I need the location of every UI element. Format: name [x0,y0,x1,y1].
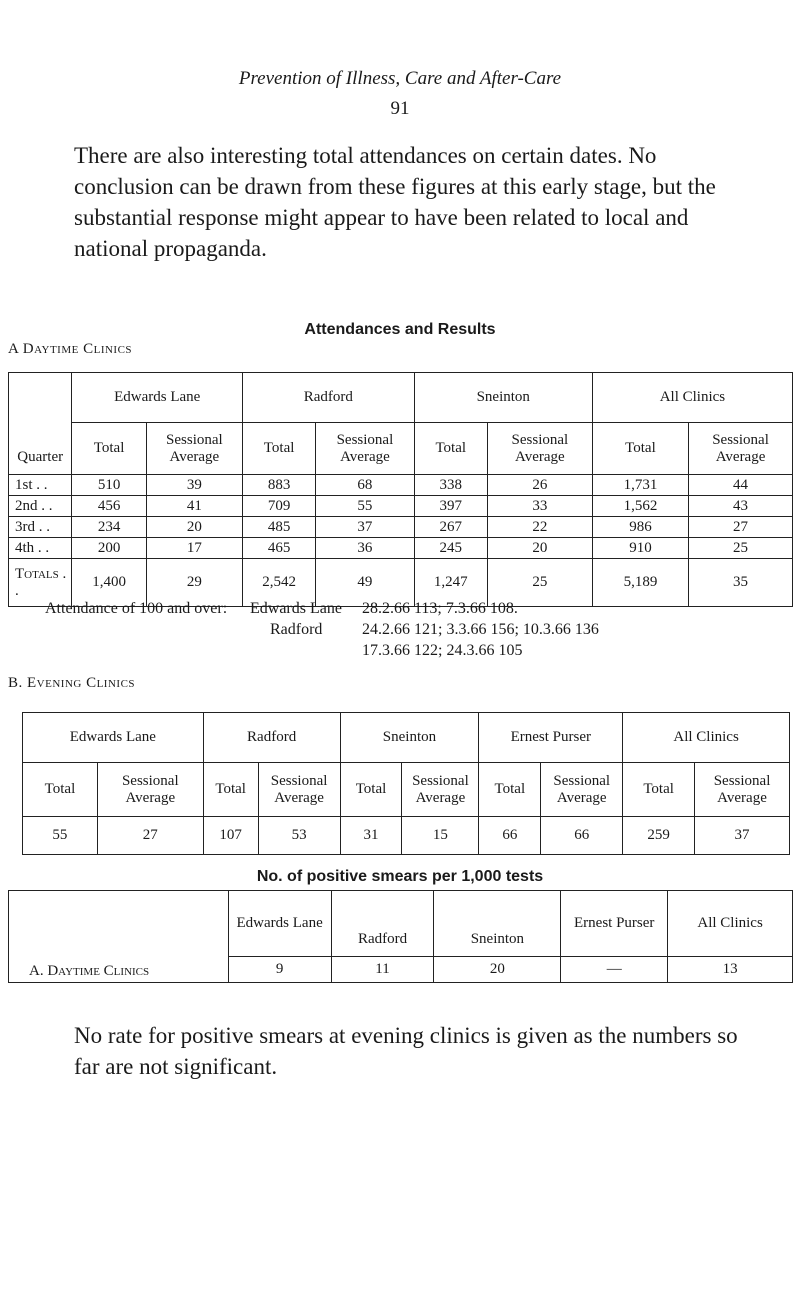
total-header: Total [340,763,402,817]
table-cell: 1,247 [414,559,487,607]
table-cell: 66 [541,817,623,855]
table-cell: 37 [695,817,790,855]
attendance-note-intro: Attendance of 100 and over: [45,600,228,617]
total-header: Total [23,763,98,817]
total-header: Total [592,423,688,475]
total-header: Total [414,423,487,475]
table-cell: 31 [340,817,402,855]
table-row [9,517,793,538]
table1-title: Attendances and Results [304,321,496,338]
positive-smears-table [8,890,793,983]
sessional-header: Sessional Average [146,423,242,475]
table-row [9,475,793,496]
table-cell: 234 [72,517,146,538]
total-header: Total [203,763,258,817]
table-cell: 35 [689,559,793,607]
group-header: Radford [242,373,414,423]
evening-clinics-table [22,712,790,855]
table-cell: 27 [97,817,203,855]
table-cell: 1,400 [72,559,146,607]
table-cell: 1,562 [592,496,688,517]
table-cell: 910 [592,538,688,559]
total-header: Total [72,423,146,475]
sessional-header: Sessional Average [695,763,790,817]
table3-title: No. of positive smears per 1,000 tests [256,868,544,885]
sessional-header: Sessional Average [402,763,479,817]
group-header: Ernest Purser [479,713,623,763]
table-cell: 338 [414,475,487,496]
table-cell: 267 [414,517,487,538]
intro-paragraph: There are also interesting total attendances on certain dates. No conclusion can be drawn from these figures at this early stage, but the substantial response might appear to have been related to local and national propaganda. [74,143,716,261]
table-cell: 49 [316,559,414,607]
column-header: Radford [331,891,434,957]
column-header: All Clinics [668,891,793,957]
group-header: Sneinton [340,713,479,763]
quarter-cell: 1st . . [9,475,72,496]
attendance-note-clinic: Edwards Lane [250,600,342,617]
table-cell: 9 [228,957,331,983]
table-cell: 55 [316,496,414,517]
total-header: Total [479,763,541,817]
table-cell: 25 [487,559,592,607]
table-cell: 11 [331,957,434,983]
table-cell: 245 [414,538,487,559]
daytime-clinics-table [8,372,793,607]
table-cell: 456 [72,496,146,517]
sessional-header: Sessional Average [258,763,340,817]
quarter-cell: 2nd . . [9,496,72,517]
table-cell: 5,189 [592,559,688,607]
table-cell: 33 [487,496,592,517]
table-cell: 709 [242,496,315,517]
table-cell: 44 [689,475,793,496]
table-cell: 66 [479,817,541,855]
section-a-label: A Daytime Clinics [8,341,133,357]
table-cell: 36 [316,538,414,559]
table-cell: 20 [146,517,242,538]
table-cell: 465 [242,538,315,559]
table-cell: 29 [146,559,242,607]
column-header: Ernest Purser [561,891,668,957]
table-cell: 53 [258,817,340,855]
table-cell: 107 [203,817,258,855]
quarter-cell: 3rd . . [9,517,72,538]
table-cell: — [561,957,668,983]
sessional-header: Sessional Average [97,763,203,817]
table-cell: 883 [242,475,315,496]
total-header: Total [623,763,695,817]
attendance-note-entries: 17.3.66 122; 24.3.66 105 [362,642,523,659]
table-row [23,817,790,855]
sessional-header: Sessional Average [487,423,592,475]
sessional-header: Sessional Average [689,423,793,475]
total-header: Total [242,423,315,475]
table-cell: 20 [434,957,561,983]
table-cell: 25 [689,538,793,559]
table-cell: 13 [668,957,793,983]
group-header: Sneinton [414,373,592,423]
quarter-cell: 4th . . [9,538,72,559]
table-row [9,538,793,559]
section-b-label: B. Evening Clinics [8,675,136,691]
quarter-header: Quarter [9,373,72,475]
table-row [9,496,793,517]
table-cell: 397 [414,496,487,517]
table-cell: 200 [72,538,146,559]
page-number: 91 [390,98,410,119]
row-label: A. Daytime Clinics [9,891,229,983]
quarter-cell: Totals . . [9,559,72,607]
table-cell: 2,542 [242,559,315,607]
column-header: Sneinton [434,891,561,957]
column-header: Edwards Lane [228,891,331,957]
table-cell: 15 [402,817,479,855]
running-header: Prevention of Illness, Care and After-Care [238,68,562,89]
table-cell: 55 [23,817,98,855]
table-cell: 43 [689,496,793,517]
table-cell: 41 [146,496,242,517]
group-header: All Clinics [592,373,792,423]
group-header: Edwards Lane [23,713,204,763]
table-cell: 68 [316,475,414,496]
table-cell: 259 [623,817,695,855]
group-header: Edwards Lane [72,373,243,423]
table-cell: 1,731 [592,475,688,496]
table-cell: 986 [592,517,688,538]
table-cell: 17 [146,538,242,559]
group-header: Radford [203,713,340,763]
sessional-header: Sessional Average [316,423,414,475]
attendance-note-entries: 28.2.66 113; 7.3.66 108. [362,600,518,617]
table-cell: 39 [146,475,242,496]
table-cell: 22 [487,517,592,538]
table-cell: 27 [689,517,793,538]
group-header: All Clinics [623,713,790,763]
table-cell: 20 [487,538,592,559]
table-cell: 26 [487,475,592,496]
table-cell: 37 [316,517,414,538]
table-cell: 485 [242,517,315,538]
table-cell: 510 [72,475,146,496]
sessional-header: Sessional Average [541,763,623,817]
attendance-note-entries: 24.2.66 121; 3.3.66 156; 10.3.66 136 [362,621,599,638]
closing-paragraph: No rate for positive smears at evening clinics is given as the numbers so far are not significant. [74,1023,738,1079]
attendance-note-clinic: Radford [270,621,323,638]
